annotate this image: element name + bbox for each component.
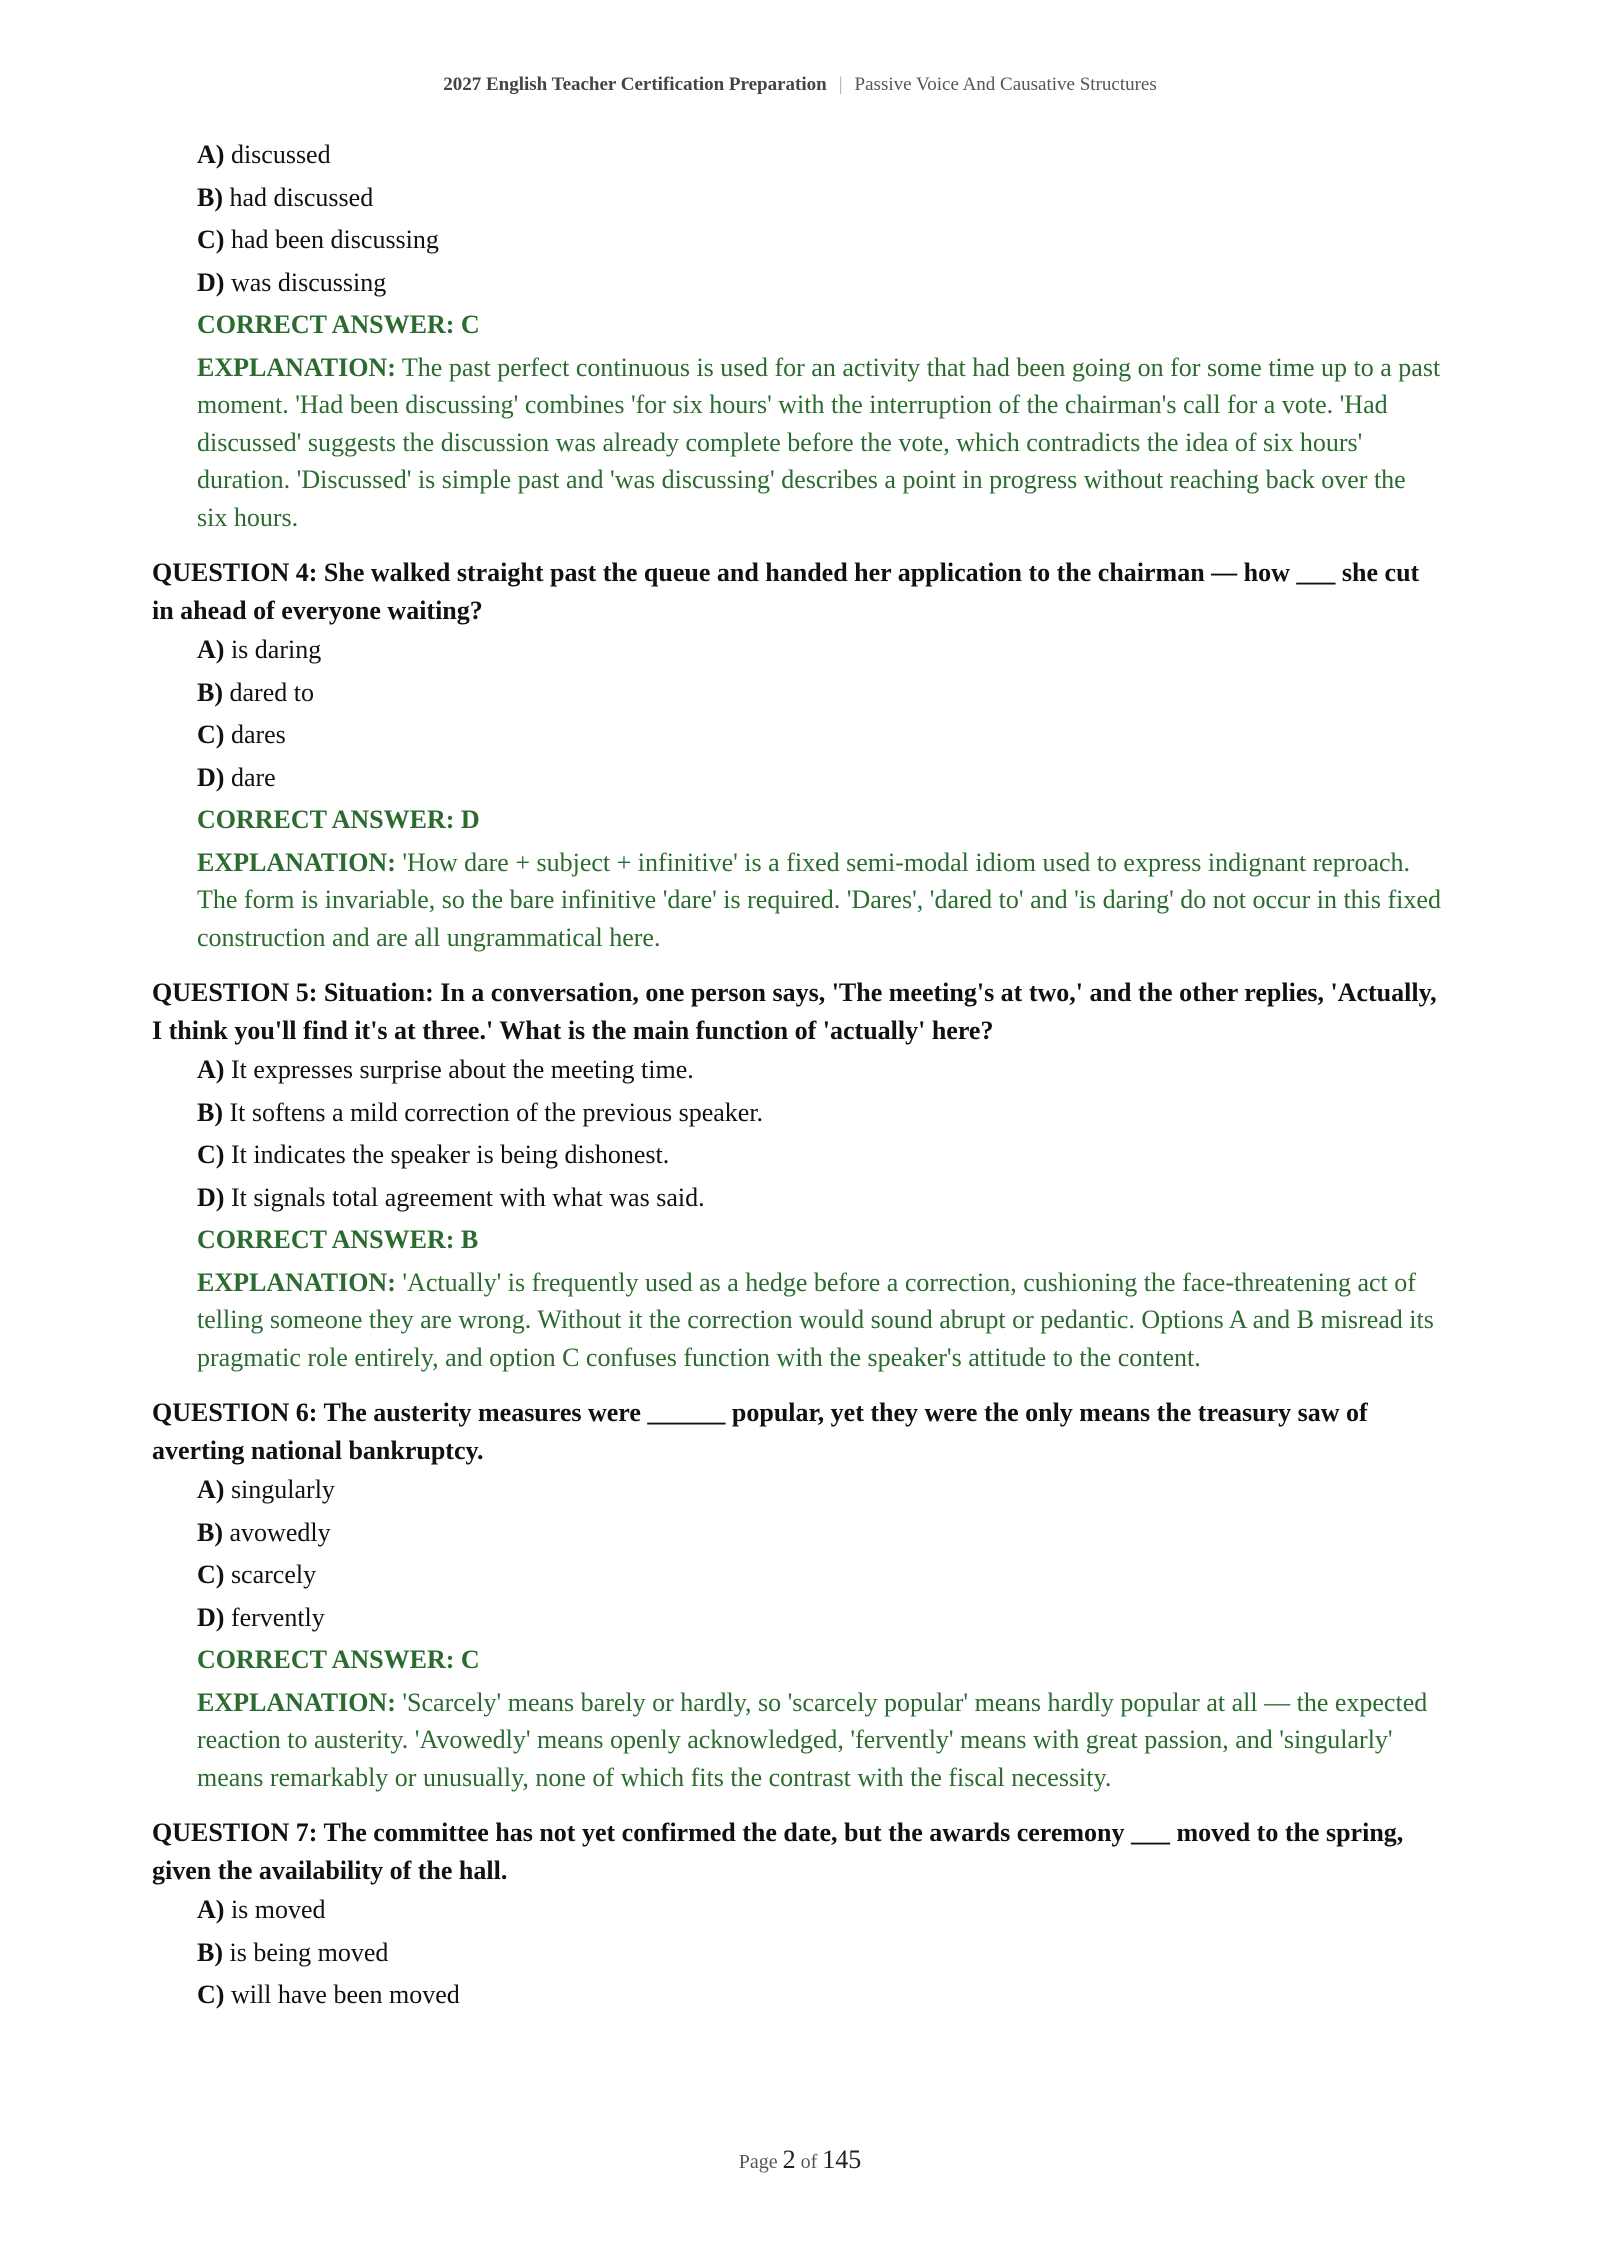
explanation-label: EXPLANATION: bbox=[197, 352, 396, 382]
question-7-options bbox=[197, 1889, 1442, 2017]
option-letter: C) bbox=[197, 1980, 225, 2009]
question-7-block bbox=[152, 1814, 1442, 2017]
page-label: Page bbox=[738, 2151, 778, 2173]
option-c[interactable] bbox=[197, 219, 1442, 262]
option-b[interactable] bbox=[197, 1092, 1442, 1135]
option-a[interactable] bbox=[197, 629, 1442, 672]
option-letter: B) bbox=[197, 1517, 223, 1547]
question-5-block bbox=[152, 974, 1442, 1376]
question-7-text: QUESTION 7: The committee has not yet confirmed the date, but the awards ceremony ___ moved to the spring, given the availability of the hall. bbox=[152, 1818, 1404, 1885]
of-label: of bbox=[800, 2151, 818, 2173]
option-a[interactable] bbox=[197, 1469, 1442, 1512]
option-letter: D) bbox=[197, 1182, 225, 1212]
explanation-text: 'How dare + subject + infinitive' is a fixed semi-modal idiom used to express indignant reproach. The form is invariable, so the bare infinitive 'dare' is required. 'Dares', 'dared to' and 'is daring' do not occur in this fixed construction and are all ungrammatical here. bbox=[197, 847, 1441, 952]
explanation-label: EXPLANATION: bbox=[197, 1687, 396, 1717]
option-d[interactable] bbox=[197, 262, 1442, 305]
explanation-text: 'Scarcely' means barely or hardly, so 'scarcely popular' means hardly popular at all — the expected reaction to austerity. 'Avowedly' means openly acknowledged, 'fervently' means with great passion, and 'singularly' means remarkably or unusually, none of which fits the contrast with the fiscal necessity. bbox=[197, 1687, 1428, 1792]
option-a[interactable] bbox=[197, 1049, 1442, 1092]
question-3-block bbox=[152, 134, 1442, 536]
question-4-block bbox=[152, 554, 1442, 956]
page-header bbox=[0, 74, 1600, 96]
option-d[interactable] bbox=[197, 757, 1442, 800]
option-c[interactable] bbox=[197, 1134, 1442, 1177]
option-text: will have been moved bbox=[230, 1980, 460, 2009]
option-letter: B) bbox=[197, 677, 223, 707]
option-letter: B) bbox=[197, 182, 223, 212]
explanation-text: The past perfect continuous is used for an activity that had been going on for some time up to a past moment. 'Had been discussing' combines 'for six hours' with the interruption of the chairman's call for a vote. 'Had discussed' suggests the discussion was already complete before the vote, which contradicts the idea of six hours' duration. 'Discussed' is simple past and 'was discussing' describes a point in progress without reaching back over the six hours. bbox=[197, 352, 1441, 532]
explanation-label: EXPLANATION: bbox=[197, 1267, 396, 1297]
option-letter: C) bbox=[197, 1140, 225, 1169]
option-text: singularly bbox=[230, 1475, 335, 1504]
page-footer bbox=[0, 2145, 1600, 2175]
option-text: It softens a mild correction of the previous speaker. bbox=[229, 1097, 764, 1127]
correct-answer: CORRECT ANSWER: B bbox=[197, 1225, 479, 1254]
option-text: dared to bbox=[229, 677, 314, 707]
option-text: is moved bbox=[230, 1895, 326, 1924]
option-b[interactable] bbox=[197, 1932, 1442, 1975]
option-letter: A) bbox=[197, 1475, 225, 1504]
option-letter: C) bbox=[197, 1560, 225, 1589]
option-d[interactable] bbox=[197, 1177, 1442, 1220]
total-pages: 145 bbox=[822, 2145, 862, 2174]
explanation bbox=[197, 1264, 1442, 1377]
option-text: It signals total agreement with what was said. bbox=[230, 1182, 705, 1212]
option-text: It expresses surprise about the meeting time. bbox=[230, 1055, 694, 1084]
option-text: fervently bbox=[230, 1602, 325, 1632]
explanation bbox=[197, 349, 1442, 537]
option-text: avowedly bbox=[229, 1517, 331, 1547]
option-letter: A) bbox=[197, 1055, 225, 1084]
option-text: It indicates the speaker is being dishonest. bbox=[230, 1140, 670, 1169]
option-b[interactable] bbox=[197, 672, 1442, 715]
option-letter: D) bbox=[197, 1602, 225, 1632]
option-b[interactable] bbox=[197, 177, 1442, 220]
header-separator: | bbox=[838, 74, 843, 95]
question-5-options bbox=[197, 1049, 1442, 1219]
question-3-options bbox=[197, 134, 1442, 304]
option-text: discussed bbox=[230, 140, 331, 169]
option-b[interactable] bbox=[197, 1512, 1442, 1555]
option-c[interactable] bbox=[197, 1554, 1442, 1597]
correct-answer: CORRECT ANSWER: C bbox=[197, 310, 480, 339]
option-text: scarcely bbox=[230, 1560, 317, 1589]
option-letter: A) bbox=[197, 635, 225, 664]
option-a[interactable] bbox=[197, 134, 1442, 177]
header-title: 2027 English Teacher Certification Preparation bbox=[443, 74, 827, 95]
question-4-text: QUESTION 4: She walked straight past the queue and handed her application to the chairman — how ___ she cut in ahead of everyone waiting? bbox=[152, 558, 1420, 625]
option-text: is being moved bbox=[229, 1937, 389, 1967]
header-topic: Passive Voice And Causative Structures bbox=[854, 74, 1157, 95]
page-content bbox=[152, 134, 1442, 2017]
option-letter: A) bbox=[197, 1895, 225, 1924]
question-5-text: QUESTION 5: Situation: In a conversation, one person says, 'The meeting's at two,' and the other replies, 'Actually, I think you'll find it's at three.' What is the main function of 'actually' here? bbox=[152, 978, 1437, 1045]
explanation bbox=[197, 1684, 1442, 1797]
option-c[interactable] bbox=[197, 714, 1442, 757]
question-6-options bbox=[197, 1469, 1442, 1639]
option-text: had discussed bbox=[229, 182, 374, 212]
correct-answer: CORRECT ANSWER: D bbox=[197, 805, 480, 834]
page-number: 2 bbox=[782, 2145, 796, 2174]
option-text: dares bbox=[230, 720, 286, 749]
option-c[interactable] bbox=[197, 1974, 1442, 2017]
option-letter: C) bbox=[197, 720, 225, 749]
option-letter: B) bbox=[197, 1097, 223, 1127]
explanation-text: 'Actually' is frequently used as a hedge before a correction, cushioning the face-threatening act of telling someone they are wrong. Without it the correction would sound abrupt or pedantic. Options A and B misread its pragmatic role entirely, and option C confuses function with the speaker's attitude to the content. bbox=[197, 1267, 1434, 1372]
option-text: is daring bbox=[230, 635, 322, 664]
option-text: had been discussing bbox=[230, 225, 439, 254]
option-letter: D) bbox=[197, 267, 225, 297]
option-text: dare bbox=[230, 762, 276, 792]
option-a[interactable] bbox=[197, 1889, 1442, 1932]
question-4-options bbox=[197, 629, 1442, 799]
question-6-text: QUESTION 6: The austerity measures were ______ popular, yet they were the only means the treasury saw of averting national bankruptcy. bbox=[152, 1398, 1368, 1465]
explanation bbox=[197, 844, 1442, 957]
option-d[interactable] bbox=[197, 1597, 1442, 1640]
option-letter: C) bbox=[197, 225, 225, 254]
correct-answer: CORRECT ANSWER: C bbox=[197, 1645, 480, 1674]
question-6-block bbox=[152, 1394, 1442, 1796]
option-letter: B) bbox=[197, 1937, 223, 1967]
explanation-label: EXPLANATION: bbox=[197, 847, 396, 877]
option-letter: D) bbox=[197, 762, 225, 792]
option-text: was discussing bbox=[230, 267, 387, 297]
option-letter: A) bbox=[197, 140, 225, 169]
